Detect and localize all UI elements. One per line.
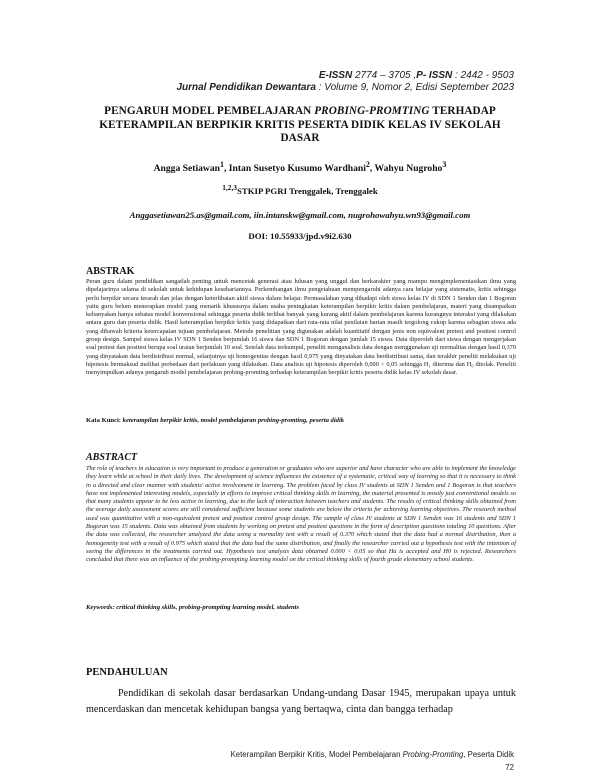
page-number: 72 <box>505 763 514 772</box>
author-list <box>86 160 514 174</box>
paper-title <box>86 105 514 146</box>
issn-line <box>319 70 514 81</box>
author-sep-1: , <box>224 163 229 175</box>
keywords-value: critical thinking skills, probing-prompting learning model, students <box>116 604 300 611</box>
title-italic: PROBING-PROMTING <box>314 105 430 117</box>
author-emails[interactable]: Anggasetiawan25.as@gmail.com, iin.intanskw@gmail.com, nugrohowahyu.wn93@gmail.com <box>129 210 471 220</box>
eissn-value: 2774 – 3705 , <box>352 70 417 81</box>
abstract-body: The role of teachers in education is very important to produce a generation or graduates who are superior and have character who are able to implement the knowledge they learn while at school in their daily lives. The development of science influences the existence of a systematic, critical way of learning so that it is necessary to think in a directed and clear manner with students' active involvement in learning. The problem faced by class IV students at SDN 1 Senden and 1 Bogoran is that teachers have not implemented interesting models, especially in efforts to improve critical thinking skills in learning, the material presented is mostly just conventional models so that many students appear to be less active in learning, due to the lack of interaction between teachers and students. The results of critical thinking skills obtained from the average daily assessment scores are still considered sufficient because some students are below the criteria for achieving learning objectives. The research method used was quantitative with a non-equivalent pretest and posttest control group design. The sample of class IV students at SDN 1 Senden was 16 students and SDN 1 Bogoran was 15 students. Data was obtained from students by working on pretest and posttest questions in the form of description questions totaling 10 questions. After the data was collected, the researcher analyzed the data using a normality test with a result of 0.370 which stated that the data had a normal distribution, then a homogeneity test with a result of 0.975 which stated that the data had the same distribution, and finally the researcher carried out a hypothesis test with the intention of seeing the differences in the treatments carried out. Hypothesis test analysis data obtained 0.000 < 0.05 so that Ha is accepted and H0 is rejected. Researchers concluded that there was an influence of the probing-prompting learning model on the critical thinking skills of fourth grade elementary school students. <box>86 465 516 564</box>
running-footer <box>231 750 514 759</box>
author-2-sup: 2 <box>365 160 370 169</box>
journal-details: : Volume 9, Nomor 2, Edisi September 2023 <box>315 82 514 93</box>
author-sep-2: , <box>369 163 375 175</box>
footer-text2: , Peserta Didik <box>463 750 514 759</box>
pendahuluan-body: Pendidikan di sekolah dasar berdasarkan Undang-undang Dasar 1945, merupakan upaya untuk mencerdaskan dan mencetak kehidupan bangsa yang bertaqwa, cinta dan bangga terhadap <box>86 688 516 715</box>
abstrak-body: Peran guru dalam pendidikan sangatlah penting untuk mencetak generasi atau lulusan yang unggul dan berkarakter yang mampu mengimplementasikan ilmu yang dipelajarinya selama di sekolah untuk kehidupan kesehariannya. Perkembangan ilmu pengetahuan mempengaruhi adanya cara belajar yang sistematis, kritis sehingga perlu berpikir secara terarah dan jelas dengan keterlibatan aktif siswa dalam belajar. Permasalahan yang dihadapi oleh siswa kelas IV di SDN 1 Senden dan 1 Bogoran yaitu guru belum menerapkan model yang menarik khususnya dalam usaha peningkatan keterampilan berpikir kritis dalam pembelajaran, materi yang disampaikan kebanyakan hanya sebatas model konvensional sehingga peserta didik terlihat banyak yang kurang aktif dalam pembelajaran karena kurangnya interaksi yang dilakukan antara guru dan peserta didik. Hasil keterampilan berpikir kritis yang didapatkan dari rata-rata nilai penilaian harian masih tergolong cukup karena sebagian siswa ada yang dibawah kriteria ketercapaian tujuan pembelajaran. Metode penelitian yang digunakan adalah kuantitatif dengan jenis non equivalent pretest and posttest control group design. Sampel siswa kelas IV SDN 1 Senden berjumlah 16 siswa dan SDN 1 Bogoran dengan jumlah 15 siswa. Data diperoleh dari siswa dengan mengerjakan soal pretest dan posttest berupa soal uraian berjumlah 10 soal. Setelah data terkumpul, peneliti menganalisis data dengan menggunakan uji normalitas dengan hasil 0,370 yang dinyatakan data berdistribusi normal, selanjutnya uji homogenitas dengan hasil 0,975 yang dinyatakan data berdistribusi sama, dan terakhir peneliti melakukan uji hipotesis bermaksud melihat perbedaan dari perlakuan yang dilakukan. Data analisis uji hipotesis diperoleh 0,000 < 0,05 sehingga H₁ diterima dan H₀ ditolak. Peneliti menyimpulkan adanya pengaruh model pembelajaran probing-promting terhadap keterampilan berpikir kritis peserta didik kelas IV sekolah dasar. <box>86 278 516 377</box>
footer-text1: Keterampilan Berpikir Kritis, Model Pembelajaran <box>230 750 403 759</box>
journal-name: Jurnal Pendidikan Dewantara <box>176 82 316 93</box>
journal-line <box>176 82 514 93</box>
kata-kunci-label: Kata Kunci: <box>86 417 123 424</box>
affiliation <box>86 183 514 196</box>
eissn-label: E-ISSN <box>318 70 353 81</box>
doi-link[interactable]: DOI: 10.55933/jpd.v9i2.630 <box>248 231 352 241</box>
title-part1: PENGARUH MODEL PEMBELAJARAN <box>104 105 315 117</box>
author-1-sup: 1 <box>220 160 224 169</box>
kata-kunci <box>86 417 516 424</box>
author-3-sup: 3 <box>442 160 447 169</box>
keywords <box>86 604 516 611</box>
keywords-label: Keywords: <box>86 604 117 611</box>
footer-italic: Probing-Promting <box>402 750 464 759</box>
author-1: Angga Setiawan <box>153 163 220 175</box>
abstrak-heading: ABSTRAK <box>86 266 135 277</box>
author-2: Intan Susetyo Kusumo Wardhani <box>228 163 366 175</box>
abstract-heading: ABSTRACT <box>86 452 138 463</box>
kata-kunci-value: keterampilan berpikir kritis, model pembelajaran probing-promting, peserta didik <box>122 417 345 424</box>
author-3: Wahyu Nugroho <box>374 163 443 175</box>
pendahuluan-heading: PENDAHULUAN <box>86 667 168 678</box>
affiliation-text: STKIP PGRI Trenggalek, Trenggalek <box>236 185 378 196</box>
pissn-value: : 2442 - 9503 <box>452 70 514 81</box>
title-part2: TERHADAP KETERAMPILAN BERPIKIR KRITIS PESERTA DIDIK KELAS IV SEKOLAH DASAR <box>99 105 501 144</box>
affiliation-sup: 1,2,3 <box>222 183 237 192</box>
pissn-label: P- ISSN <box>416 70 453 81</box>
